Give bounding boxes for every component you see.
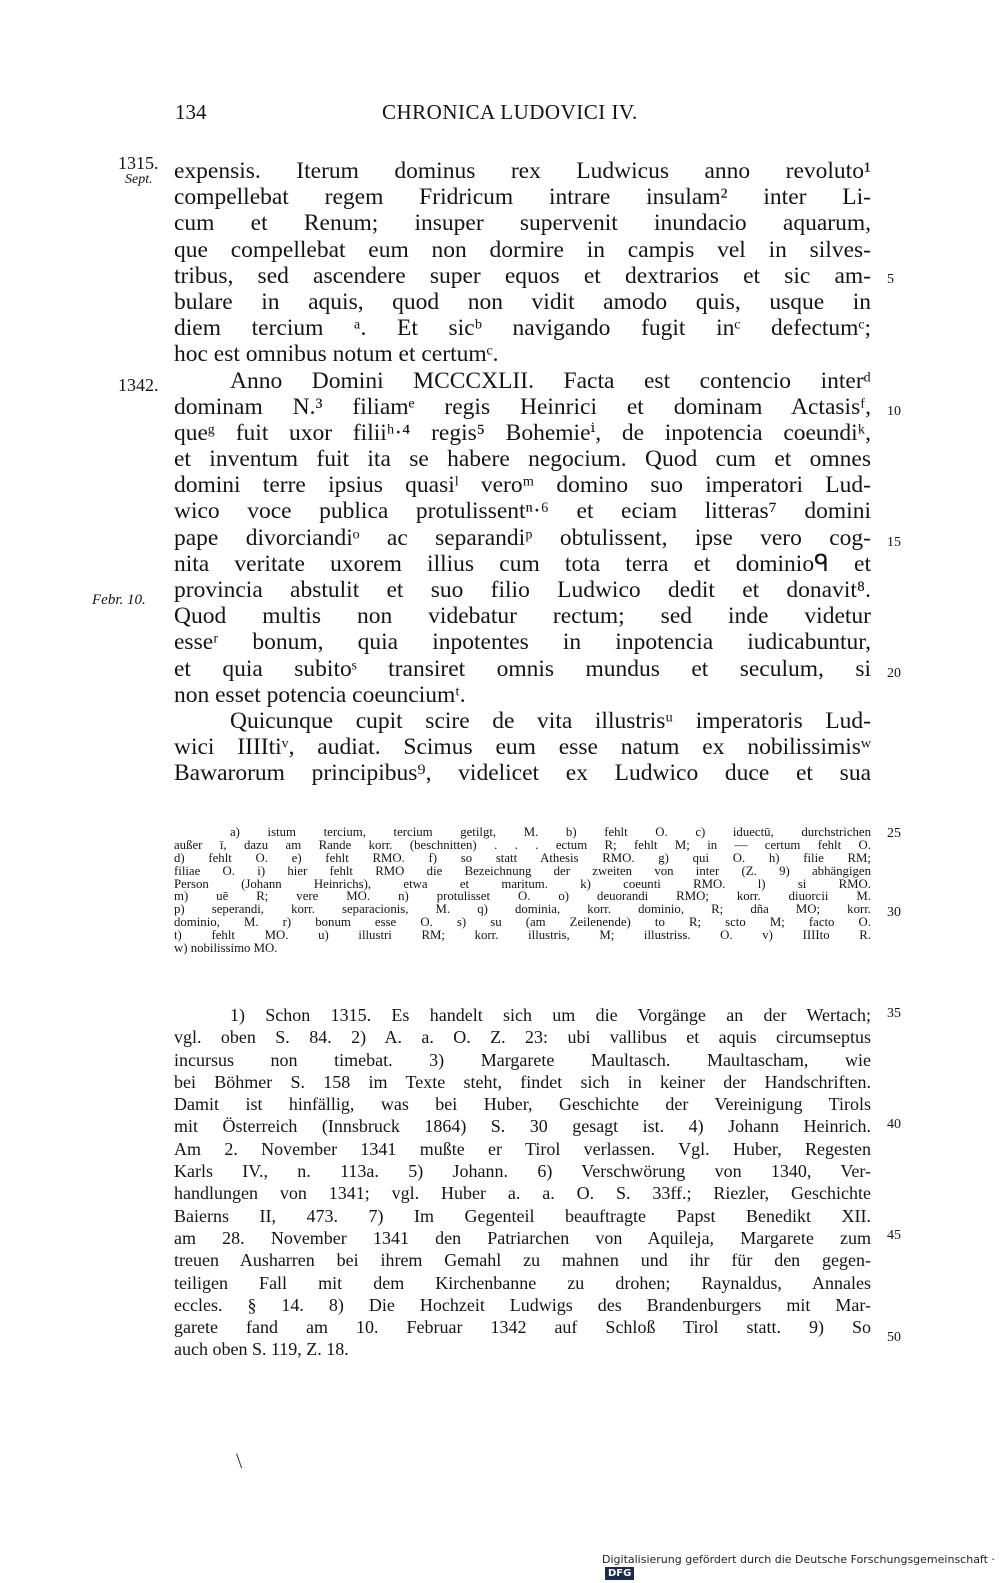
- line-number: 30: [887, 905, 901, 920]
- line-number: 25: [887, 826, 901, 841]
- apparatus-line: dominio, M. r) bonum esse O. s) su (am Zeilenende) to R; scto M; facto O.: [174, 915, 871, 930]
- line-number: 40: [887, 1117, 901, 1132]
- footnote-line: auch oben S. 119, Z. 18.: [174, 1339, 349, 1360]
- text-line: non esset potencia coeunciumᵗ.: [174, 681, 466, 708]
- footnote-line: garete fand am 10. Februar 1342 auf Schloß Tirol statt. 9) So: [174, 1317, 871, 1338]
- main-text: [174, 158, 871, 787]
- apparatus-line: filiae O. i) hier fehlt RMO die Bezeichnung der zweiten von inter (Z. 9) abhängigen: [174, 863, 871, 878]
- digitization-credit: [602, 1553, 1000, 1580]
- text-line: dominam N.³ filiamᵉ regis Heinrici et dominam Actasisᶠ,: [174, 393, 871, 420]
- text-line: pape divorciandiᵒ ac separandiᵖ obtulissent, ipse vero cog-: [174, 524, 871, 551]
- text-line: domini terre ipsius quasiˡ veroᵐ domino suo imperatori Lud-: [174, 472, 871, 499]
- footnote-line: bei Böhmer S. 158 im Texte steht, findet sich in keiner der Handschriften.: [174, 1071, 871, 1092]
- apparatus-line: a) istum tercium, tercium getilgt, M. b) fehlt O. c) iduectū, durchstrichen: [230, 825, 871, 839]
- apparatus-line: außer ī, dazu am Rande korr. (beschnitten) . . . ectum R; fehlt M; in — certum fehlt O.: [174, 837, 871, 852]
- footnote-line: incursus non timebat. 3) Margarete Maultasch. Maultascham, wie: [174, 1049, 871, 1070]
- text-line: bulare in aquis, quod non vidit amodo quis, usque in: [174, 288, 871, 315]
- line-number: 35: [887, 1006, 901, 1021]
- running-title: CHRONICA LUDOVICI IV.: [382, 100, 638, 124]
- margin-date-febr-10: Febr. 10.: [92, 592, 146, 608]
- text-line: queᵍ fuit uxor filiiʰ·⁴ regis⁵ Bohemieⁱ, de inpotencia coeundiᵏ,: [174, 419, 871, 446]
- text-line: compellebat regem Fridricum intrare insulam² inter Li-: [174, 184, 871, 211]
- apparatus-line: Person (Johann Heinrichs), etwa et maritum. k) coeunti RMO. l) si RMO.: [174, 876, 871, 891]
- dfg-logo: DFG: [605, 1567, 634, 1580]
- line-number: 50: [887, 1330, 901, 1345]
- footnote-line: Damit ist hinfällig, was bei Huber, Geschichte der Vereinigung Tirols: [174, 1094, 871, 1115]
- text-line: esseʳ bonum, quia inpotentes in inpotencia iudicabuntur,: [174, 629, 871, 656]
- margin-year-1315: 1315.: [118, 153, 159, 173]
- text-line: Quicunque cupit scire de vita illustrisᵘ imperatoris Lud-: [230, 707, 871, 734]
- apparatus-line: d) fehlt O. e) fehlt RMO. f) so statt Athesis RMO. g) qui O. h) filie RM;: [174, 850, 871, 865]
- footnote-line: handlungen von 1341; vgl. Huber a. a. O. S. 33ff.; Riezler, Geschichte: [174, 1183, 871, 1204]
- text-line: Quod multis non videbatur rectum; sed inde videtur: [174, 603, 871, 630]
- line-number: 10: [887, 404, 901, 419]
- text-line: nita veritate uxorem illius cum tota terra et dominioᑫ et: [174, 550, 871, 577]
- text-line: hoc est omnibus notum et certumᶜ.: [174, 341, 499, 368]
- text-line: et inventum fuit ita se habere negocium. Quod cum et omnes: [174, 446, 871, 473]
- text-line: provincia abstulit et suo filio Ludwico dedit et donavit⁸.: [174, 577, 871, 603]
- footnote-line: Karls IV., n. 113a. 5) Johann. 6) Verschwörung von 1340, Ver-: [174, 1161, 871, 1182]
- text-line: diem tercium ᵃ. Et sicᵇ navigando fugit inᶜ defectumᶜ;: [174, 315, 871, 342]
- text-line: wici IIIItiᵛ, audiat. Scimus eum esse natum ex nobilissimisʷ: [174, 734, 871, 761]
- text-line: tribus, sed ascendere super equos et dextrarios et sic am-: [174, 262, 871, 289]
- apparatus-line: p) seperandi, korr. separacionis, M. q) dominia, korr. dominio, R; dña MO; korr.: [174, 902, 871, 917]
- footnote-line: Am 2. November 1341 mußte er Tirol verlassen. Vgl. Huber, Regesten: [174, 1138, 871, 1159]
- apparatus-line: t) fehlt MO. u) illustri RM; korr. illustris, M; illustriss. O. v) IIIIto R.: [174, 928, 871, 943]
- line-number: 20: [887, 666, 901, 681]
- footnote-line: 1) Schon 1315. Es handelt sich um die Vorgänge an der Wertach;: [230, 1005, 871, 1025]
- text-line: que compellebat eum non dormire in campis vel in silves-: [174, 236, 871, 263]
- line-number: 15: [887, 535, 901, 550]
- text-line: et quia subitoˢ transiret omnis mundus et seculum, si: [174, 655, 871, 682]
- margin-year-1342: 1342.: [118, 375, 159, 395]
- footnote-line: vgl. oben S. 84. 2) A. a. O. Z. 23: ubi vallibus et aquis circumseptus: [174, 1027, 871, 1048]
- footnote-line: Baierns II, 473. 7) Im Gegenteil beauftragte Papst Benedikt XII.: [174, 1205, 871, 1226]
- line-number: 45: [887, 1228, 901, 1243]
- line-number: 5: [887, 272, 894, 287]
- page-number: 134: [175, 100, 207, 124]
- apparatus-line: m) uē R; vere MO. n) protulisset O. o) deuorandi RMO; korr. diuorcii M.: [174, 889, 871, 904]
- credit-text: Digitalisierung gefördert durch die Deutsche Forschungsgemeinschaft ·: [602, 1553, 995, 1566]
- text-line: expensis. Iterum dominus rex Ludwicus anno revoluto¹: [174, 158, 871, 184]
- apparatus-line: w) nobilissimo MO.: [174, 941, 278, 956]
- text-line: cum et Renum; insuper supervenit inundacio aquarum,: [174, 210, 871, 237]
- text-line: Anno Domini MCCCXLII. Facta est contencio interᵈ: [230, 367, 871, 394]
- stray-pen-mark: \: [236, 1448, 243, 1473]
- margin-month-sept: Sept.: [125, 172, 153, 187]
- critical-apparatus: [174, 826, 871, 955]
- footnotes: [174, 1004, 871, 1361]
- footnote-line: mit Österreich (Innsbruck 1864) S. 30 gesagt ist. 4) Johann Heinrich.: [174, 1116, 871, 1137]
- text-line: wico voce publica protulissentⁿ·⁶ et eciam litteras⁷ domini: [174, 498, 871, 525]
- text-line: Bawarorum principibus⁹, videlicet ex Ludwico duce et sua: [174, 760, 871, 787]
- footnote-line: treuen Ausharren bei ihrem Gemahl zu mahnen und ihr für den gegen-: [174, 1250, 871, 1271]
- footnote-line: am 28. November 1341 den Patriarchen von Aquileja, Margarete zum: [174, 1227, 871, 1248]
- footnote-line: eccles. § 14. 8) Die Hochzeit Ludwigs des Brandenburgers mit Mar-: [174, 1294, 871, 1315]
- footnote-line: teiligen Fall mit dem Kirchenbanne zu drohen; Raynaldus, Annales: [174, 1272, 871, 1293]
